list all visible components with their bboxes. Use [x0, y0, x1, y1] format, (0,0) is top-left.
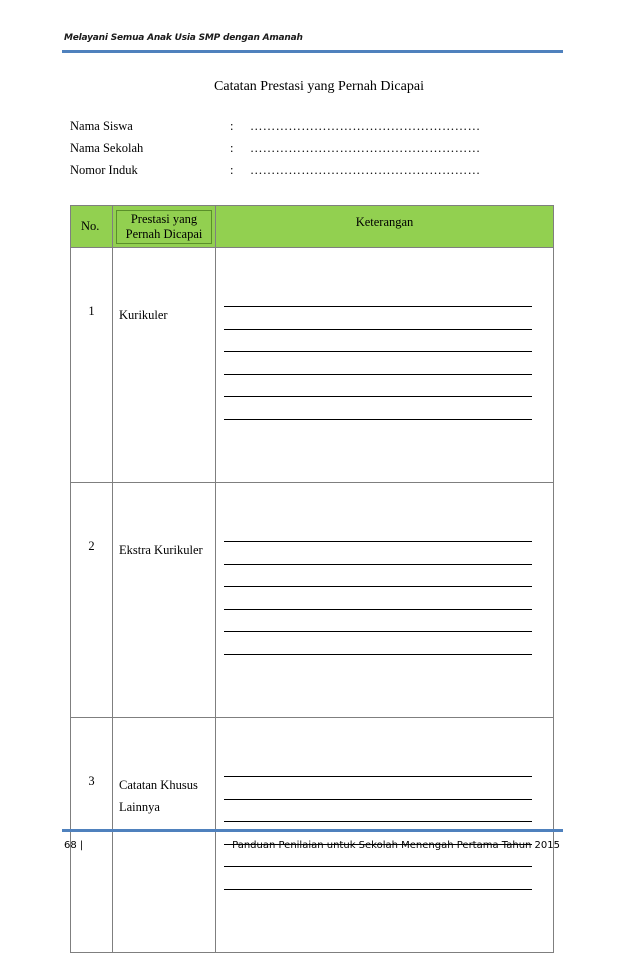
footer-page	[64, 840, 83, 851]
page-number: 68	[64, 840, 77, 851]
row-number: 2	[71, 483, 113, 718]
nama-siswa-label: Nama Siswa	[70, 119, 133, 133]
write-line[interactable]	[224, 419, 532, 442]
table-row	[71, 248, 554, 483]
footer-book-title: Panduan Penilaian untuk Sekolah Menengah Pertama Tahun 2015	[232, 840, 560, 851]
nomor-induk-field[interactable]: ………………………………………………	[250, 163, 481, 177]
row-category: Kurikuler	[113, 248, 216, 483]
keterangan-lines[interactable]	[216, 718, 554, 953]
write-line[interactable]	[224, 609, 532, 632]
nama-sekolah-label: Nama Sekolah	[70, 141, 144, 155]
table-row	[71, 718, 554, 953]
write-line[interactable]	[224, 564, 532, 587]
write-line[interactable]	[224, 329, 532, 352]
nama-sekolah-field[interactable]: ………………………………………………	[250, 141, 481, 155]
write-line[interactable]	[224, 799, 532, 822]
nomor-induk-colon: :	[230, 163, 234, 177]
row-number: 1	[71, 248, 113, 483]
nomor-induk-label: Nomor Induk	[70, 163, 138, 177]
row-number: 3	[71, 718, 113, 953]
nama-siswa-field[interactable]: ………………………………………………	[250, 119, 481, 133]
write-line[interactable]	[224, 306, 532, 329]
write-line[interactable]	[224, 541, 532, 564]
write-line[interactable]	[224, 631, 532, 654]
header-keterangan: Keterangan	[216, 206, 554, 248]
write-line[interactable]	[224, 586, 532, 609]
write-line[interactable]	[224, 351, 532, 374]
nama-siswa-colon: :	[230, 119, 234, 133]
write-line[interactable]	[224, 776, 532, 799]
write-line[interactable]	[224, 654, 532, 677]
footer-separator: |	[79, 840, 84, 851]
running-header: Melayani Semua Anak Usia SMP dengan Amanah	[64, 33, 303, 43]
keterangan-lines[interactable]	[216, 483, 554, 718]
footer-rule	[62, 829, 563, 832]
header-rule	[62, 50, 563, 53]
document-title: Catatan Prestasi yang Pernah Dicapai	[214, 79, 424, 94]
nama-sekolah-colon: :	[230, 141, 234, 155]
header-no: No.	[71, 206, 113, 248]
table-header-row	[71, 206, 554, 248]
write-line[interactable]	[224, 866, 532, 889]
keterangan-lines[interactable]	[216, 248, 554, 483]
write-line[interactable]	[224, 396, 532, 419]
table-row	[71, 483, 554, 718]
header-prestasi-label: Prestasi yang Pernah Dicapai	[116, 210, 212, 244]
write-line[interactable]	[224, 889, 532, 912]
header-prestasi	[113, 206, 216, 248]
row-category: Ekstra Kurikuler	[113, 483, 216, 718]
row-category: Catatan Khusus Lainnya	[113, 718, 216, 953]
write-line[interactable]	[224, 374, 532, 397]
